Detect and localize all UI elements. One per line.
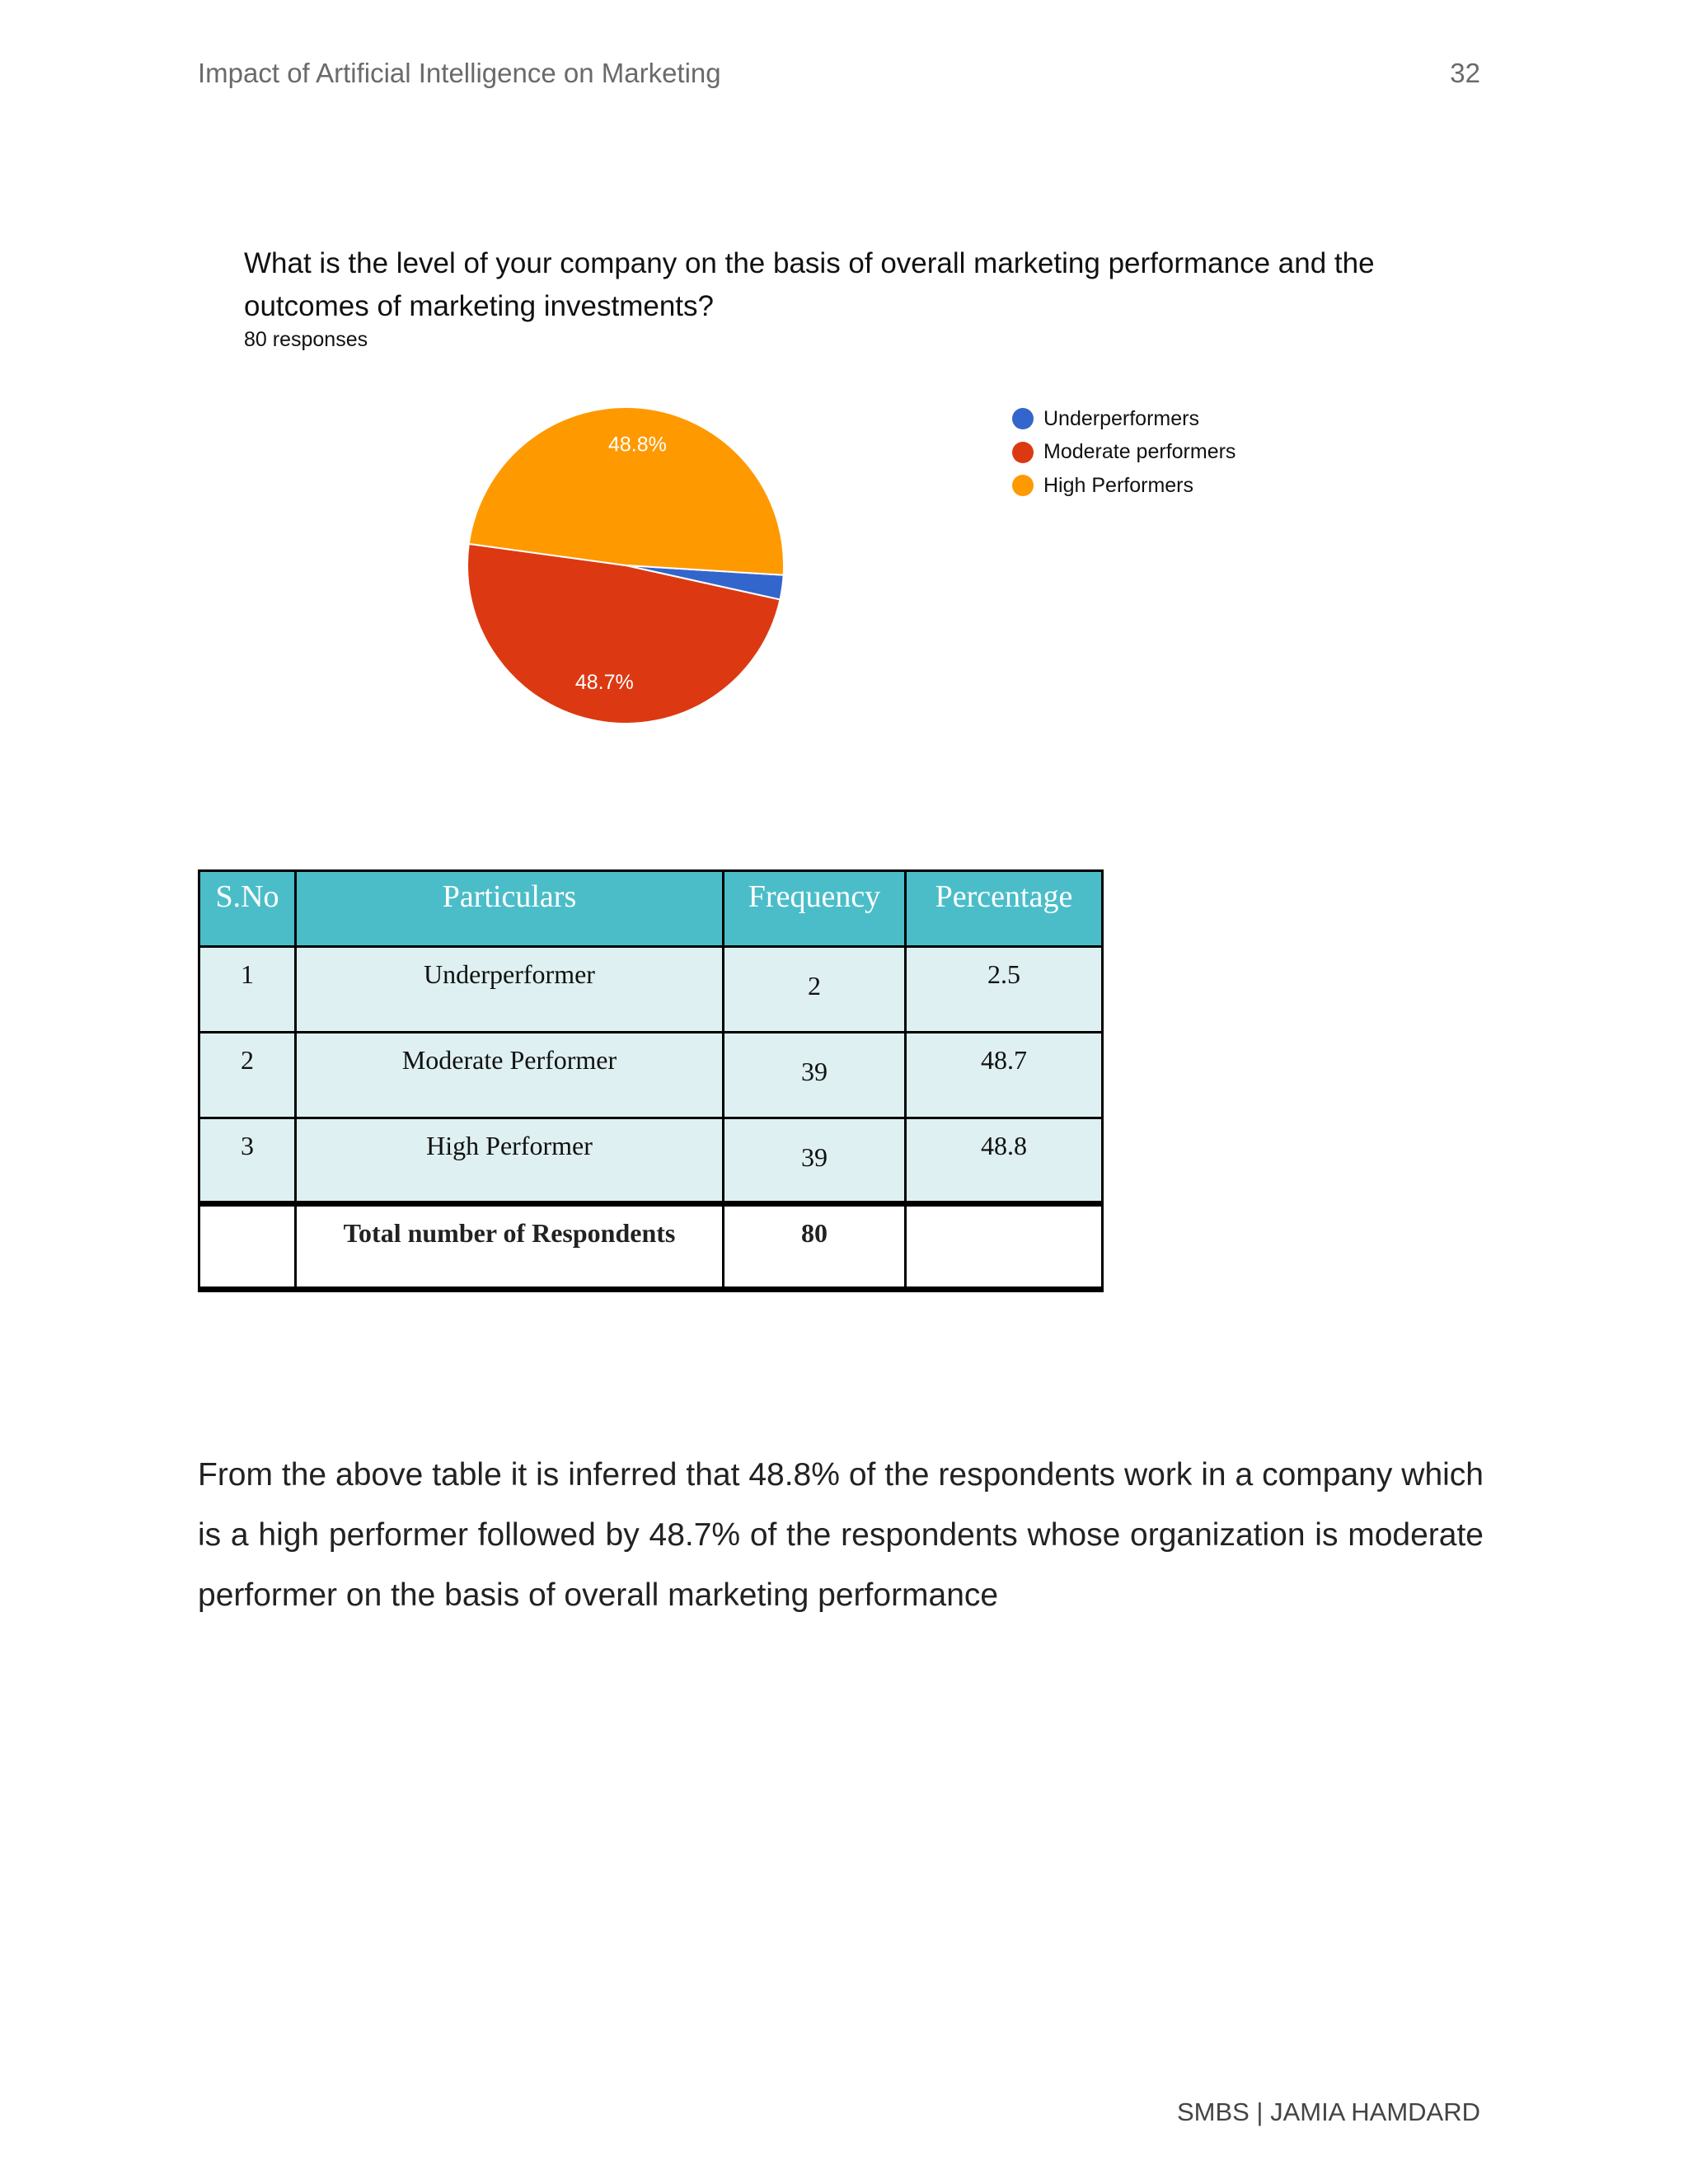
table-row xyxy=(199,947,1103,1033)
header-frequency: Frequency xyxy=(724,871,906,947)
cell-particular: Underperformer xyxy=(296,947,724,1033)
cell-frequency: 39 xyxy=(724,1118,906,1204)
legend-item xyxy=(1012,402,1236,436)
chart-legend xyxy=(1012,402,1236,503)
cell-frequency: 39 xyxy=(724,1033,906,1118)
cell-total-frequency: 80 xyxy=(724,1204,906,1290)
cell-percentage: 2.5 xyxy=(906,947,1103,1033)
legend-item xyxy=(1012,469,1236,503)
cell-total-sno xyxy=(199,1204,296,1290)
page-number: 32 xyxy=(1450,58,1480,88)
cell-sno: 1 xyxy=(199,947,296,1033)
legend-item xyxy=(1012,436,1236,470)
cell-sno: 3 xyxy=(199,1118,296,1204)
table-row xyxy=(199,1118,1103,1204)
pie-label-moderate-performers: 48.7% xyxy=(574,671,634,695)
legend-label: High Performers xyxy=(1043,473,1193,497)
cell-particular: Moderate Performer xyxy=(296,1033,724,1118)
legend-label: Moderate performers xyxy=(1043,440,1236,464)
response-count: 80 responses xyxy=(244,328,368,351)
cell-percentage: 48.7 xyxy=(906,1033,1103,1118)
table-row xyxy=(199,1033,1103,1118)
page-footer: SMBS | JAMIA HAMDARD xyxy=(1176,2097,1480,2126)
cell-percentage: 48.8 xyxy=(906,1118,1103,1204)
cell-total-percentage xyxy=(906,1204,1103,1290)
table-header-row xyxy=(199,871,1103,947)
legend-swatch xyxy=(1012,408,1034,429)
header-sno: S.No xyxy=(199,871,296,947)
frequency-table xyxy=(198,869,1104,1292)
header-particulars: Particulars xyxy=(296,871,724,947)
legend-label: Underperformers xyxy=(1043,406,1199,430)
pie-label-high-performers: 48.8% xyxy=(607,433,667,457)
table-total-row xyxy=(199,1204,1103,1290)
running-head: Impact of Artificial Intelligence on Marketing xyxy=(198,58,721,88)
survey-question: What is the level of your company on the basis of overall marketing performance and the outcomes of marketing investments? xyxy=(244,247,1375,322)
cell-total-label: Total number of Respondents xyxy=(296,1204,724,1290)
cell-sno: 2 xyxy=(199,1033,296,1118)
legend-swatch xyxy=(1012,442,1034,463)
cell-frequency: 2 xyxy=(724,947,906,1033)
legend-swatch xyxy=(1012,475,1034,496)
pie-chart xyxy=(445,387,824,766)
cell-particular: High Performer xyxy=(296,1118,724,1204)
conclusion-paragraph: From the above table it is inferred that 48.8% of the respondents work in a company which is a high performer followed by 48.7% of the respondents whose organization is moderate performer on the basis of overall marketing performance xyxy=(198,1457,1484,1613)
header-percentage: Percentage xyxy=(906,871,1103,947)
